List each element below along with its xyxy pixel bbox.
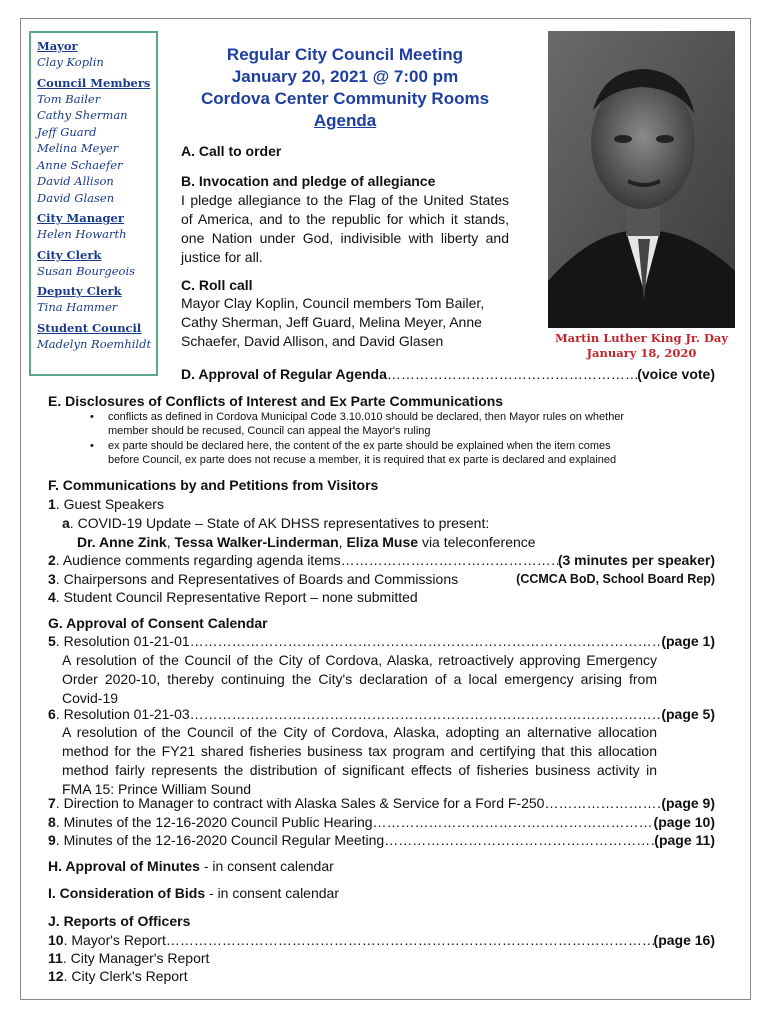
item-student-report: Student Council Representative Report – none submitted <box>63 589 418 605</box>
leader-dots <box>384 831 654 850</box>
section-i-note: - in consent calendar <box>205 885 339 901</box>
item-7-page: (page 9) <box>661 795 715 811</box>
section-c: C. Roll call <box>181 277 253 293</box>
council-member: Cathy Sherman <box>37 108 128 122</box>
item-resolution-0101: Resolution 01-21-01 <box>63 633 190 649</box>
title-agenda: Agenda <box>313 111 377 130</box>
section-h-note: - in consent calendar <box>199 858 334 874</box>
council-member: David Allison <box>37 174 114 188</box>
item-10-page: (page 16) <box>653 932 715 948</box>
item-6-row: 6. Resolution 01-21-03 …………………………………………………………………………………………………………………………………………………………………………… (page 5) <box>48 705 715 724</box>
item-9-page: (page 11) <box>654 832 715 848</box>
item-6-page: (page 5) <box>661 706 715 722</box>
section-g: G. Approval of Consent Calendar <box>48 615 268 631</box>
item-audience-comments: Audience comments regarding agenda items <box>62 552 341 568</box>
section-e: E. Disclosures of Conflicts of Interest and Ex Parte Communications <box>48 393 504 409</box>
student-name: Madelyn Roemhildt <box>37 336 152 351</box>
item-ford-contract: Direction to Manager to contract with Alaska Sales & Service for a Ford F-250 <box>63 795 545 811</box>
caption-date: January 18, 2020 <box>586 346 697 360</box>
meeting-title <box>170 44 520 132</box>
section-d-row <box>181 365 715 384</box>
item-5-page: (page 1) <box>661 633 715 649</box>
leader-dots <box>341 551 558 570</box>
council-member: Anne Schaefer <box>37 157 123 172</box>
title-location: Cordova Center Community Rooms <box>200 89 490 108</box>
pledge-text: I pledge allegiance to the Flag of the United States of America, and to the republic for which it stands, one Nation under God, indivisible with liberty and justice for all. <box>181 192 509 265</box>
resolution-0101-text: A resolution of the Council of the City of Cordova, Alaska, retroactively approving Emergency Order 2020-10, thereby continuing the City's declaration of a local emergency arising from Covid-19 <box>62 652 657 706</box>
leader-dots <box>190 705 662 724</box>
council-member: Jeff Guard <box>37 124 97 139</box>
leader-dots <box>387 365 637 384</box>
item-guest-speakers: Guest Speakers <box>63 496 164 512</box>
item-9-row: 9. Minutes of the 12-16-2020 Council Regular Meeting …………………………………………………………………………………………………………………………………………………………………………… (page 11) <box>48 831 715 850</box>
section-d: D. Approval of Regular Agenda <box>181 366 387 382</box>
section-f: F. Communications by and Petitions from Visitors <box>48 477 379 493</box>
section-b: B. Invocation and pledge of allegiance <box>181 173 436 189</box>
speaker-name: Eliza Muse <box>346 534 419 550</box>
item-mayor-report: Mayor's Report <box>71 932 166 948</box>
section-h: H. Approval of Minutes <box>48 858 200 874</box>
council-member: Melina Meyer <box>37 141 119 155</box>
bullet-dot: • <box>90 411 94 423</box>
item-minutes-hearing: Minutes of the 12-16-2020 Council Public Hearing <box>63 814 373 830</box>
title-line: Regular City Council Meeting <box>226 45 464 64</box>
title-date: January 20, 2021 @ 7:00 pm <box>231 67 459 86</box>
leader-dots <box>190 632 662 651</box>
council-member: David Glasen <box>37 190 115 205</box>
leader-dots <box>544 794 661 813</box>
student-heading: Student Council <box>37 320 142 335</box>
deputy-name: Tina Hammer <box>37 300 118 314</box>
manager-name: Helen Howarth <box>37 227 127 241</box>
item-8-page: (page 10) <box>653 814 715 830</box>
manager-heading: City Manager <box>37 211 124 225</box>
item-3-note: (CCMCA BoD, School Board Rep) <box>516 572 715 586</box>
item-clerk-report: City Clerk's Report <box>71 968 188 984</box>
item-10-row: 10. Mayor's Report …………………………………………………………………………………………………………………………………………………………………………… (page 16) <box>48 931 715 950</box>
speaker-via: via teleconference <box>421 534 536 550</box>
resolution-0103-text: A resolution of the Council of the City of Cordova, Alaska, adopting an alternative allocation method for the FY21 shared fisheries business tax program and certifying that this allocation method fairly represents the distribution of significant effects of fisheries business activity in FMA 15: Prince William Sound <box>62 724 657 797</box>
portrait-photo-icon <box>548 31 735 328</box>
section-d-note: (voice vote) <box>637 366 715 382</box>
council-heading: Council Members <box>37 75 151 90</box>
item-8-row: 8. Minutes of the 12-16-2020 Council Public Hearing …………………………………………………………………………………………………………………………………………………………………………… (page 10) <box>48 813 715 832</box>
deputy-heading: Deputy Clerk <box>37 284 122 298</box>
clerk-heading: City Clerk <box>37 247 102 262</box>
item-manager-report: City Manager's Report <box>70 950 210 966</box>
item-resolution-0103: Resolution 01-21-03 <box>63 706 190 722</box>
item-2-row: 2. Audience comments regarding agenda items …………………………………………………………………………………………………………………………………………………………………………… (3 minutes per speaker) <box>48 551 715 570</box>
council-member: Tom Bailer <box>37 91 101 106</box>
section-a: A. Call to order <box>181 143 282 159</box>
item-5-row: 5. Resolution 01-21-01 …………………………………………………………………………………………………………………………………………………………………………… (page 1) <box>48 632 715 651</box>
leader-dots <box>373 813 654 832</box>
item-7-row: 7. Direction to Manager to contract with Alaska Sales & Service for a Ford F-250 …………………………………………………………………………………………………………………………………………………………………………… (page 9) <box>48 794 715 813</box>
speaker-name: Tessa Walker-Linderman <box>174 534 339 550</box>
caption-title: Martin Luther King Jr. Day <box>554 331 729 345</box>
roster-box <box>29 31 158 376</box>
ex-parte-note: ex parte should be declared here, the content of the ex parte should be explained when the item comes before Council, ex parte does not recuse a member, it is required that ex parte is declared and explained <box>108 440 617 466</box>
section-i: I. Consideration of Bids <box>48 885 206 901</box>
item-boards: Chairpersons and Representatives of Boards and Commissions <box>63 571 459 587</box>
leader-dots <box>166 931 654 950</box>
clerk-name: Susan Bourgeois <box>37 263 136 278</box>
item-covid-update: COVID-19 Update – State of AK DHSS representatives to present: <box>77 515 490 531</box>
mayor-heading: Mayor <box>37 39 78 53</box>
bullet-dot: • <box>90 440 94 452</box>
conflict-note: conflicts as defined in Cordova Municipal Code 3.10.010 should be declared, then Mayor rules on whether member should be recused, Council can appeal the Mayor's ruling <box>108 411 625 437</box>
roll-call-text: Mayor Clay Koplin, Council members Tom Bailer, Cathy Sherman, Jeff Guard, Melina Meyer, Anne Schaefer, David Allison, and David Glasen <box>181 295 485 349</box>
mayor-name: Clay Koplin <box>37 55 104 69</box>
photo-caption <box>548 331 735 361</box>
item-2-note: (3 minutes per speaker) <box>557 552 715 568</box>
section-j: J. Reports of Officers <box>48 913 191 929</box>
item-minutes-regular: Minutes of the 12-16-2020 Council Regular Meeting <box>63 832 385 848</box>
item-3-row: 3. Chairpersons and Representatives of Boards and Commissions (CCMCA BoD, School Board Rep) <box>48 571 715 587</box>
speaker-name: Dr. Anne Zink <box>77 534 167 550</box>
